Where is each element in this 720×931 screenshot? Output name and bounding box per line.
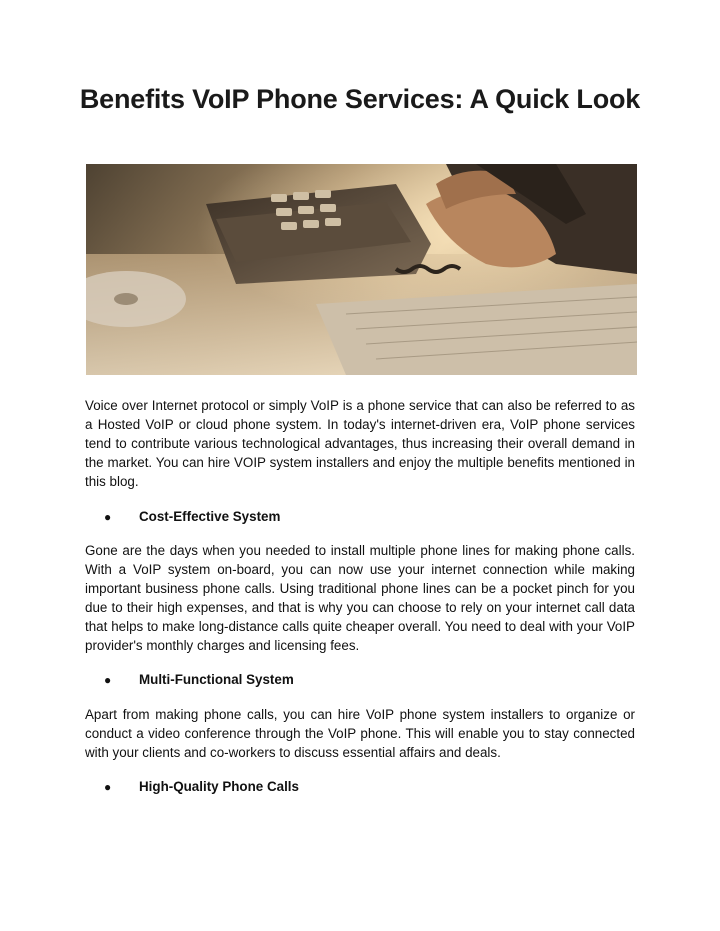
bullet-label: High-Quality Phone Calls xyxy=(139,779,299,794)
bullet-label: Multi-Functional System xyxy=(139,672,294,687)
paragraph-cost: Gone are the days when you needed to install multiple phone lines for making phone calls. With a VoIP system on-board, you can now use your internet connection while making important business phone calls. Using traditional phone lines can be a pocket pinch for you due to their high expenses, and that is why you can choose to rely on your internet call data that helps to make long-distance calls quite cheaper overall. You need to deal with your VoIP provider's monthly charges and licensing fees. xyxy=(85,543,635,653)
paragraph-intro: Voice over Internet protocol or simply VoIP is a phone service that can also be referred to as a Hosted VoIP or cloud phone system. In today's internet-driven era, VoIP phone services tend to contribute various technological advantages, thus increasing their overall demand in the market. You can hire VOIP system installers and enjoy the multiple benefits mentioned in this blog. xyxy=(85,398,635,489)
bullet-cost-effective xyxy=(104,507,280,527)
bullet-label: Cost-Effective System xyxy=(139,509,281,524)
bullet-dot-icon: ● xyxy=(104,673,112,687)
bullet-dot-icon: ● xyxy=(104,780,112,794)
bullet-dot-icon: ● xyxy=(104,510,112,524)
bullet-multi-functional xyxy=(104,670,294,690)
bullet-high-quality xyxy=(104,777,299,797)
page-title: Benefits VoIP Phone Services: A Quick Look xyxy=(79,84,641,114)
hero-image xyxy=(86,164,637,375)
paragraph-multi: Apart from making phone calls, you can hire VoIP phone system installers to organize or conduct a video conference through the VoIP phone. This will enable you to stay connected with your clients and co-workers to discuss essential affairs and deals. xyxy=(85,707,635,760)
